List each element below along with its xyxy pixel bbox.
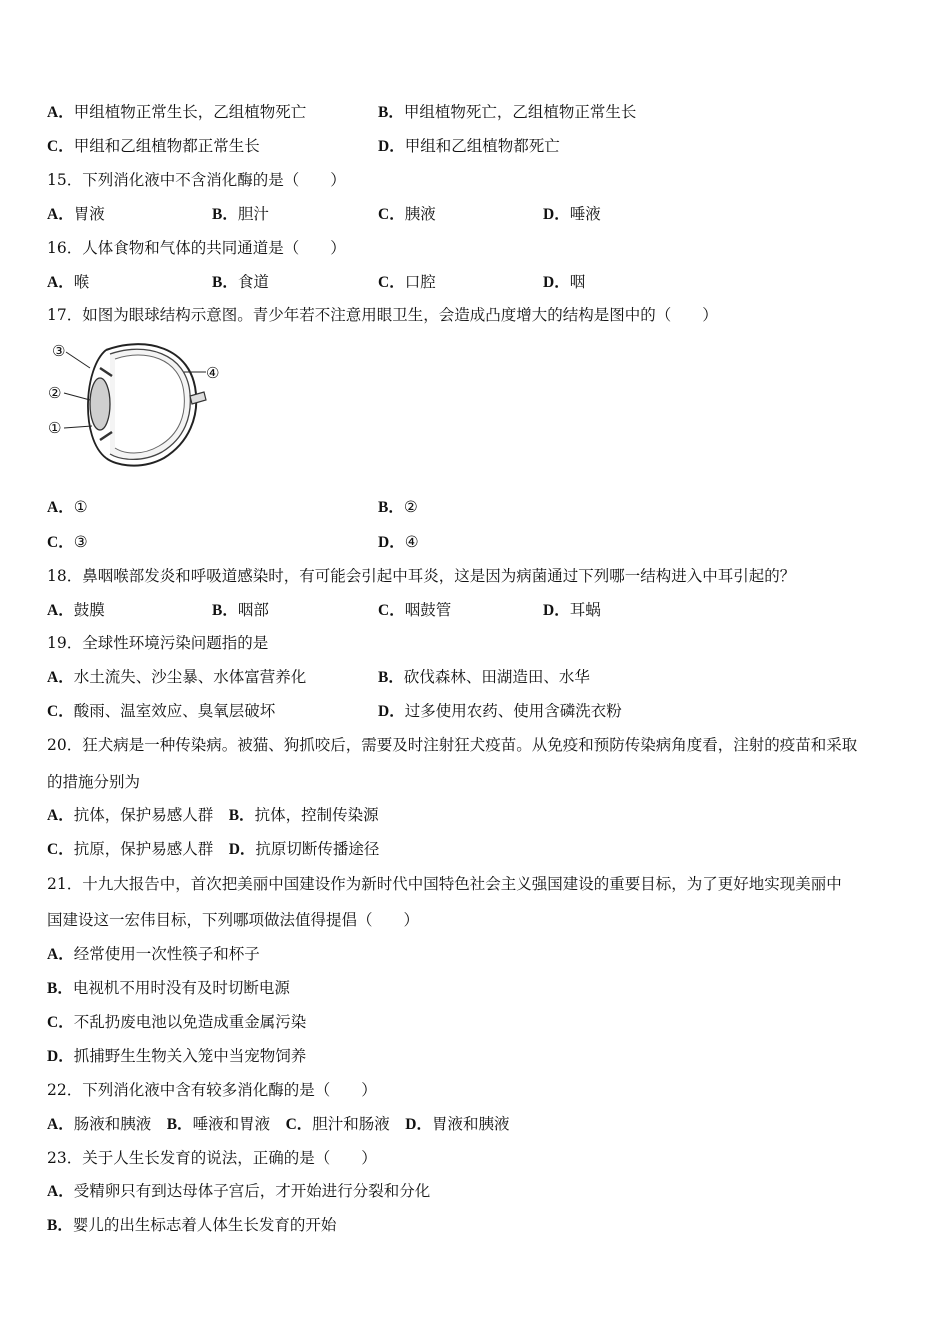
question-line: 19．全球性环境污染问题指的是: [47, 634, 269, 652]
option-b: B．咽部: [212, 601, 269, 619]
option-c: C．抗原，保护易感人群: [47, 840, 229, 858]
option-row: [47, 497, 907, 517]
question-line: 21．十九大报告中，首次把美丽中国建设作为新时代中国特色社会主义强国建设的重要目标，为了更好地实现美丽中: [47, 875, 842, 893]
option-row: [47, 1114, 907, 1134]
option-row: [47, 944, 907, 964]
option-c: C．③: [47, 533, 88, 551]
option-b: B．砍伐森林、田湖造田、水华: [378, 668, 590, 686]
option-row: [47, 532, 907, 552]
option-c: C．酸雨、温室效应、臭氧层破坏: [47, 702, 276, 720]
option-d: D．过多使用农药、使用含磷洗衣粉: [378, 702, 622, 720]
question-line: 17．如图为眼球结构示意图。青少年若不注意用眼卫生，会造成凸度增大的结构是图中的（ ）: [47, 306, 718, 324]
option-d: D．胃液和胰液: [405, 1115, 510, 1133]
option-c: C．甲组和乙组植物都正常生长: [47, 137, 260, 155]
question-line: 国建设这一宏伟目标，下列哪项做法值得提倡（ ）: [47, 911, 420, 929]
option-d: D．抓捕野生生物关入笼中当宠物饲养: [47, 1047, 307, 1065]
option-b: B．唾液和胃液: [166, 1115, 286, 1133]
option-row: [47, 102, 907, 122]
label-4: ④: [206, 364, 220, 382]
option-c: C．咽鼓管: [378, 601, 452, 619]
option-b: B．婴儿的出生标志着人体生长发育的开始: [47, 1216, 337, 1234]
option-a: A．鼓膜: [47, 601, 105, 619]
option-a: A．抗体，保护易感人群: [47, 806, 229, 824]
option-b: B．抗体，控制传染源: [228, 806, 379, 824]
option-row: [47, 204, 907, 224]
question-line: 18．鼻咽喉部发炎和呼吸道感染时，有可能会引起中耳炎，这是因为病菌通过下列哪一结构进入中耳引起的？: [47, 567, 796, 585]
eye-structure-diagram: [44, 338, 234, 470]
option-d: D．耳蜗: [543, 601, 601, 619]
option-b: B．甲组植物死亡，乙组植物正常生长: [378, 103, 637, 121]
label-2: ②: [48, 384, 62, 402]
option-row: [47, 272, 907, 292]
option-d: D．抗原切断传播途径: [228, 840, 380, 858]
option-row: [47, 1012, 907, 1032]
option-a: A．甲组植物正常生长，乙组植物死亡: [47, 103, 307, 121]
question-line: 22．下列消化液中含有较多消化酶的是（ ）: [47, 1081, 377, 1099]
option-d: D．咽: [543, 273, 586, 291]
question-line: 20．狂犬病是一种传染病。被猫、狗抓咬后，需要及时注射狂犬疫苗。从免疫和预防传染病角度看，注射的疫苗和采取: [47, 736, 858, 754]
option-row: [47, 1215, 907, 1235]
option-c: C．胰液: [378, 205, 436, 223]
option-d: D．④: [378, 533, 419, 551]
option-a: A．胃液: [47, 205, 105, 223]
option-row: [47, 1181, 907, 1201]
option-a: A．经常使用一次性筷子和杯子: [47, 945, 260, 963]
label-3: ③: [52, 342, 66, 360]
option-a: A．喉: [47, 273, 90, 291]
option-row: [47, 600, 907, 620]
option-row: [47, 805, 907, 825]
option-b: B．电视机不用时没有及时切断电源: [47, 979, 290, 997]
option-b: B．胆汁: [212, 205, 269, 223]
question-line: 16．人体食物和气体的共同通道是（ ）: [47, 239, 346, 257]
option-a: A．肠液和胰液: [47, 1115, 167, 1133]
option-row: [47, 839, 907, 859]
option-c: C．口腔: [378, 273, 436, 291]
option-d: D．唾液: [543, 205, 601, 223]
option-c: C．胆汁和肠液: [285, 1115, 406, 1133]
option-b: B．食道: [212, 273, 269, 291]
option-d: D．甲组和乙组植物都死亡: [378, 137, 560, 155]
option-a: A．①: [47, 498, 88, 516]
option-row: [47, 1046, 907, 1066]
option-a: A．水土流失、沙尘暴、水体富营养化: [47, 668, 307, 686]
option-a: A．受精卵只有到达母体子宫后，才开始进行分裂和分化: [47, 1182, 431, 1200]
option-c: C．不乱扔废电池以免造成重金属污染: [47, 1013, 307, 1031]
label-1: ①: [48, 419, 62, 437]
option-row: [47, 978, 907, 998]
option-row: [47, 136, 907, 156]
question-line: 15．下列消化液中不含消化酶的是（ ）: [47, 171, 346, 189]
question-line: 的措施分别为: [47, 773, 141, 791]
option-row: [47, 667, 907, 687]
question-line: 23．关于人生长发育的说法，正确的是（ ）: [47, 1149, 377, 1167]
option-b: B．②: [378, 498, 418, 516]
option-row: [47, 701, 907, 721]
